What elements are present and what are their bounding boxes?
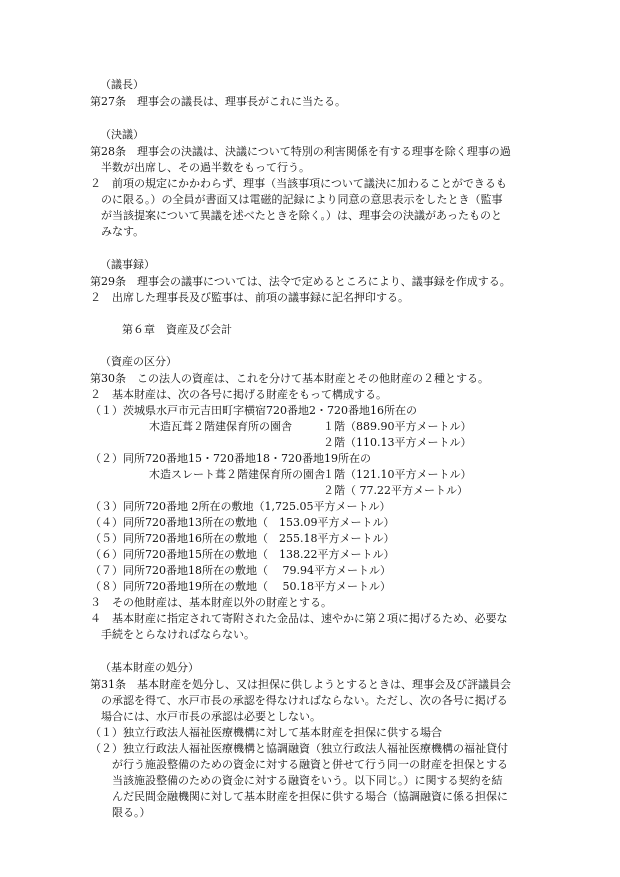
- heading-asset-classes: （資産の区分）: [100, 355, 177, 368]
- asset-item-6: （６）同所720番地15所在の敷地（ 138.22平方メートル）: [90, 548, 395, 561]
- article-27: 第27条 理事会の議長は、理事長がこれに当たる。: [90, 95, 346, 108]
- asset-item-8: （８）同所720番地19所在の敷地（ 50.18平方メートル）: [90, 580, 391, 593]
- article-31-line-1: 第31条 基本財産を処分し、又は担保に供しようとするときは、理事会及び評議員会: [90, 678, 511, 691]
- article-28-para2-line-3: が当該提案について異議を述べたときを除く。）は、理事会の決議があったものと: [101, 209, 502, 222]
- article-28-para2-line-4: みなす。: [101, 225, 145, 238]
- asset-item-1-building: 木造瓦葺２階建保育所の園舎: [149, 420, 292, 433]
- article-30-para2: ２ 基本財産は、次の各号に掲げる財産をもって構成する。: [90, 388, 387, 401]
- heading-resolution: （決議）: [100, 128, 144, 141]
- article-28-line-2: 半数が出席し、その過半数をもって行う。: [101, 161, 310, 174]
- article-31-item-1: （１）独立行政法人福祉医療機構に対して基本財産を担保に供する場合: [90, 726, 442, 739]
- article-31-item-2-line-5: 限る。）: [112, 806, 151, 819]
- asset-item-2-building: 木造スレート葺２階建保育所の園舎: [149, 468, 325, 481]
- article-31-line-2: の承認を得て、水戸市長の承認を得なければならない。ただし、次の各号に掲げる: [101, 694, 508, 707]
- asset-item-7: （７）同所720番地18所在の敷地（ 79.94平方メートル）: [90, 564, 391, 577]
- article-28-para2-line-1: ２ 前項の規定にかかわらず、理事（当該事項について議決に加わることができるも: [90, 177, 507, 190]
- chapter-6-title: 第６章 資産及び会計: [122, 323, 232, 336]
- article-30: 第30条 この法人の資産は、これを分けて基本財産とその他財産の２種とする。: [90, 372, 489, 385]
- article-31-item-2-line-3: 当該施設整備のための資金に対する融資をいう。以下同じ。）に関する契約を結: [112, 774, 503, 787]
- article-30-para4-line-2: 手続をとらなければならない。: [101, 628, 255, 641]
- article-31-item-2-line-2: が行う施設整備のための資金に対する融資と併せて行う同一の財産を担保とする: [112, 758, 508, 771]
- article-28-line-1: 第28条 理事会の決議は、決議について特別の利害関係を有する理事を除く理事の過: [90, 145, 511, 158]
- asset-item-5: （５）同所720番地16所在の敷地（ 255.18平方メートル）: [90, 532, 395, 545]
- asset-item-2-floor-1: １階（121.10平方メートル）: [323, 468, 472, 481]
- asset-item-3: （３）同所720番地 2所在の敷地（1,725.05平方メートル）: [90, 500, 391, 513]
- asset-item-1-floor-1: １階（889.90平方メートル）: [323, 420, 472, 433]
- asset-item-1: （１）茨城県水戸市元吉田町字横宿720番地2・720番地16所在の: [90, 404, 417, 417]
- asset-item-4: （４）同所720番地13所在の敷地（ 153.09平方メートル）: [90, 516, 395, 529]
- article-29-para2: ２ 出席した理事長及び監事は、前項の議事録に記名押印する。: [90, 291, 409, 304]
- asset-item-1-floor-2: ２階（110.13平方メートル）: [323, 436, 472, 449]
- heading-disposal: （基本財産の処分）: [100, 661, 199, 674]
- article-31-item-2-line-4: んだ民間金融機関に対して基本財産を担保に供する場合（協調融資に係る担保に: [112, 790, 508, 803]
- article-31-line-3: 場合には、水戸市長の承認は必要としない。: [101, 710, 321, 723]
- article-30-para3: ３ その他財産は、基本財産以外の財産とする。: [90, 596, 332, 609]
- article-31-item-2-line-1: （２）独立行政法人福祉医療機構と協調融資（独立行政法人福祉医療機構の福祉貸付: [90, 742, 508, 755]
- heading-minutes: （議事録）: [100, 258, 155, 271]
- heading-chair: （議長）: [100, 78, 144, 91]
- asset-item-2-floor-2: ２階（ 77.22平方メートル）: [323, 484, 468, 497]
- asset-item-2: （２）同所720番地15・720番地18・720番地19所在の: [90, 452, 371, 465]
- article-30-para4-line-1: ４ 基本財産に指定されて寄附された金品は、速やかに第２項に掲げるため、必要な: [90, 612, 508, 625]
- article-28-para2-line-2: のに限る。）の全員が書面又は電磁的記録により同意の意思表示をしたとき（監事: [101, 193, 503, 206]
- article-29: 第29条 理事会の議事については、法令で定めるところにより、議事録を作成する。: [90, 275, 511, 288]
